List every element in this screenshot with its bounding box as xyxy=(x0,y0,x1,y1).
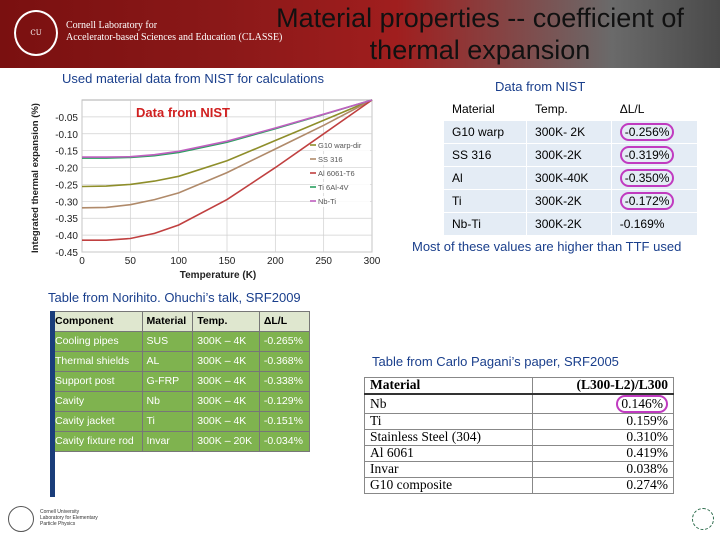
x-tick-label: 0 xyxy=(79,256,85,267)
nori-cell-temp: 300K – 4K xyxy=(193,332,260,352)
table-row xyxy=(365,445,674,461)
nori-cell-temp: 300K – 4K xyxy=(193,372,260,392)
nori-cell-dll: -0.129% xyxy=(259,392,309,412)
nist-cell-material: Ti xyxy=(444,190,527,213)
y-tick-label: -0.35 xyxy=(55,214,78,226)
x-tick-label: 300 xyxy=(363,256,381,267)
y-tick-label: -0.20 xyxy=(55,163,78,175)
legend-label: G10 warp-dir xyxy=(318,141,362,150)
pag-cell-dll: 0.310% xyxy=(532,429,673,445)
footer-line-1: Cornell University xyxy=(40,509,80,515)
pag-cell-material: Ti xyxy=(365,413,533,429)
legend-label: Al 6061-T6 xyxy=(318,169,355,178)
norihito-caption: Table from Norihito. Ohuchi’s talk, SRF2009 xyxy=(48,290,301,305)
nori-cell-temp: 300K – 4K xyxy=(193,392,260,412)
pag-header-dll: (L300-L2)/L300 xyxy=(532,378,673,394)
pag-header-material: Material xyxy=(365,378,533,394)
highlight-ring: -0.350% xyxy=(620,169,675,187)
legend-label: Nb-Ti xyxy=(318,197,337,206)
table-row xyxy=(444,167,698,190)
nori-cell-temp: 300K – 20K xyxy=(193,432,260,452)
pag-cell-material: Stainless Steel (304) xyxy=(365,429,533,445)
thermal-expansion-chart xyxy=(28,90,408,290)
nist-table xyxy=(443,97,698,236)
pag-cell-material: Nb xyxy=(365,394,533,414)
norihito-table xyxy=(50,311,310,452)
table-row xyxy=(51,372,310,392)
nori-cell-dll: -0.151% xyxy=(259,412,309,432)
nori-cell-component: Cooling pipes xyxy=(51,332,143,352)
x-tick-label: 50 xyxy=(124,256,136,267)
pag-cell-dll: 0.274% xyxy=(532,477,673,493)
footer-line-3: Particle Physics xyxy=(40,521,76,527)
nist-cell-dll xyxy=(611,167,697,190)
nori-cell-material: G-FRP xyxy=(142,372,193,392)
table-accent-bar xyxy=(50,311,55,497)
nori-cell-component: Cavity fixture rod xyxy=(51,432,143,452)
pag-cell-dll: 0.419% xyxy=(532,445,673,461)
nist-cell-temp: 300K-40K xyxy=(527,167,612,190)
table-row xyxy=(51,432,310,452)
nori-cell-material: AL xyxy=(142,352,193,372)
nori-cell-material: SUS xyxy=(142,332,193,352)
institution-line-1: Cornell Laboratory for xyxy=(66,20,158,31)
nori-cell-component: Cavity jacket xyxy=(51,412,143,432)
nori-cell-dll: -0.034% xyxy=(259,432,309,452)
nist-header-material: Material xyxy=(444,98,527,121)
x-tick-label: 250 xyxy=(315,256,333,267)
chart-x-axis-label: Temperature (K) xyxy=(179,270,257,281)
highlight-ring: -0.172% xyxy=(620,192,675,210)
nori-cell-dll: -0.265% xyxy=(259,332,309,352)
footer-line-2: Laboratory for Elementary xyxy=(40,515,98,521)
nori-cell-material: Nb xyxy=(142,392,193,412)
table-row xyxy=(51,352,310,372)
table-row xyxy=(444,190,698,213)
nori-cell-component: Support post xyxy=(51,372,143,392)
nist-cell-dll xyxy=(611,121,697,144)
nist-usage-note: Used material data from NIST for calculations xyxy=(62,71,325,86)
nori-header-temp: Temp. xyxy=(193,312,260,332)
chart-legend xyxy=(310,140,370,207)
pag-cell-material: Al 6061 xyxy=(365,445,533,461)
nist-table-caption: Data from NIST xyxy=(495,79,586,94)
table-row xyxy=(365,429,674,445)
pag-cell-material: G10 composite xyxy=(365,477,533,493)
nist-cell-dll: -0.169% xyxy=(611,213,697,236)
table-row xyxy=(365,394,674,414)
summary-note: Most of these values are higher than TTF used xyxy=(412,239,682,254)
highlight-ring: 0.146% xyxy=(616,395,668,413)
nist-cell-temp: 300K-2K xyxy=(527,190,612,213)
nori-cell-material: Ti xyxy=(142,412,193,432)
table-row xyxy=(51,392,310,412)
footer-logo-icon xyxy=(692,508,714,530)
y-tick-label: -0.40 xyxy=(55,231,78,243)
table-row xyxy=(365,461,674,477)
nist-header-dll: ΔL/L xyxy=(611,98,697,121)
x-tick-label: 200 xyxy=(266,256,284,267)
chart-title: Data from NIST xyxy=(136,105,230,120)
cornell-seal-icon: CU xyxy=(14,10,58,56)
nori-cell-dll: -0.338% xyxy=(259,372,309,392)
pag-cell-material: Invar xyxy=(365,461,533,477)
nist-cell-dll xyxy=(611,144,697,167)
table-row xyxy=(444,121,698,144)
nist-cell-temp: 300K-2K xyxy=(527,213,612,236)
nori-cell-material: Invar xyxy=(142,432,193,452)
table-row xyxy=(444,213,698,236)
y-tick-label: -0.30 xyxy=(55,197,78,209)
footer-institution xyxy=(40,509,98,527)
nori-cell-temp: 300K – 4K xyxy=(193,352,260,372)
nori-header-material: Material xyxy=(142,312,193,332)
institution-line-2: Accelerator-based Sciences and Education (CLASSE) xyxy=(66,32,283,43)
nist-cell-material: Nb-Ti xyxy=(444,213,527,236)
nori-cell-temp: 300K – 4K xyxy=(193,412,260,432)
pagani-caption: Table from Carlo Pagani’s paper, SRF2005 xyxy=(372,354,619,369)
chart-y-axis-label: Integrated thermal expansion (%) xyxy=(30,103,41,253)
pag-cell-dll: 0.038% xyxy=(532,461,673,477)
table-row xyxy=(51,412,310,432)
x-tick-label: 150 xyxy=(218,256,236,267)
nist-cell-dll xyxy=(611,190,697,213)
nist-table-header xyxy=(444,98,698,121)
footer-seal-icon xyxy=(8,506,34,532)
legend-label: SS 316 xyxy=(318,155,343,164)
pag-cell-dll: 0.159% xyxy=(532,413,673,429)
nori-header-component: Component xyxy=(51,312,143,332)
y-tick-label: -0.05 xyxy=(55,112,78,124)
nori-cell-dll: -0.368% xyxy=(259,352,309,372)
legend-label: Ti 6Al-4V xyxy=(318,183,349,192)
table-row xyxy=(51,332,310,352)
pagani-table-header xyxy=(365,378,674,394)
nist-cell-material: SS 316 xyxy=(444,144,527,167)
pag-cell-dll xyxy=(532,394,673,414)
nist-header-temp: Temp. xyxy=(527,98,612,121)
table-row xyxy=(444,144,698,167)
nist-cell-material: G10 warp xyxy=(444,121,527,144)
y-tick-label: -0.45 xyxy=(55,248,78,259)
table-row xyxy=(365,477,674,493)
y-tick-label: -0.10 xyxy=(55,129,78,141)
pagani-table xyxy=(364,377,674,494)
norihito-table-header xyxy=(51,312,310,332)
nori-cell-component: Cavity xyxy=(51,392,143,412)
nist-cell-temp: 300K- 2K xyxy=(527,121,612,144)
nori-header-dll: ΔL/L xyxy=(259,312,309,332)
slide-title: Material properties -- coefficient of thermal expansion xyxy=(276,3,684,65)
nist-cell-material: Al xyxy=(444,167,527,190)
nist-cell-temp: 300K-2K xyxy=(527,144,612,167)
y-tick-label: -0.25 xyxy=(55,180,78,192)
table-row xyxy=(365,413,674,429)
y-tick-label: -0.15 xyxy=(55,146,78,158)
highlight-ring: -0.319% xyxy=(620,146,675,164)
nori-cell-component: Thermal shields xyxy=(51,352,143,372)
highlight-ring: -0.256% xyxy=(620,123,675,141)
x-tick-label: 100 xyxy=(170,256,188,267)
